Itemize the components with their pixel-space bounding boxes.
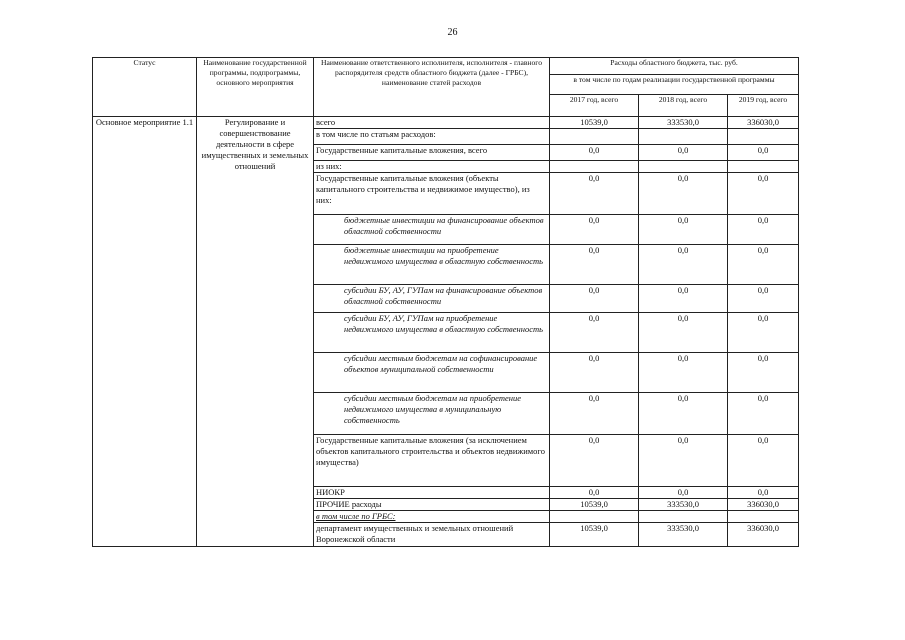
row-value-2019: 0,0 xyxy=(728,215,799,245)
row-value-2019: 0,0 xyxy=(728,145,799,161)
row-value-2017: 10539,0 xyxy=(550,523,639,547)
row-value-2018: 0,0 xyxy=(639,313,728,353)
row-label: Государственные капитальные вложения (объекты капитального строительства и недвижимое имущество), из них: xyxy=(314,173,550,215)
row-value-2018: 0,0 xyxy=(639,173,728,215)
header-by-years: в том числе по годам реализации государственной программы xyxy=(550,75,799,95)
row-value-2017 xyxy=(550,511,639,523)
row-value-2017 xyxy=(550,129,639,145)
row-value-2019: 0,0 xyxy=(728,353,799,393)
header-status: Статус xyxy=(93,58,197,117)
row-value-2019: 0,0 xyxy=(728,435,799,487)
row-value-2018: 0,0 xyxy=(639,145,728,161)
row-value-2019 xyxy=(728,129,799,145)
row-label: в том числе по ГРБС: xyxy=(314,511,550,523)
row-label: всего xyxy=(314,117,550,129)
row-label: бюджетные инвестиции на финансирование объектов областной собственности xyxy=(314,215,550,245)
row-value-2019: 0,0 xyxy=(728,245,799,285)
row-value-2019: 336030,0 xyxy=(728,523,799,547)
row-value-2019: 336030,0 xyxy=(728,499,799,511)
row-value-2017: 0,0 xyxy=(550,353,639,393)
row-value-2018: 0,0 xyxy=(639,487,728,499)
row-value-2017: 0,0 xyxy=(550,393,639,435)
header-year-2017: 2017 год, всего xyxy=(550,95,639,117)
row-label: ПРОЧИЕ расходы xyxy=(314,499,550,511)
row-value-2019: 0,0 xyxy=(728,313,799,353)
row-value-2018 xyxy=(639,129,728,145)
row-label: субсидии местным бюджетам на софинансирование объектов муниципальной собственности xyxy=(314,353,550,393)
header-executor: Наименование ответственного исполнителя, исполнителя - главного распорядителя средств областного бюджета (далее - ГРБС), наименование статей расходов xyxy=(314,58,550,117)
header-year-2018: 2018 год, всего xyxy=(639,95,728,117)
row-value-2017: 0,0 xyxy=(550,313,639,353)
row-value-2019: 336030,0 xyxy=(728,117,799,129)
row-label: Государственные капитальные вложения, всего xyxy=(314,145,550,161)
row-value-2017: 0,0 xyxy=(550,173,639,215)
row-value-2018: 0,0 xyxy=(639,353,728,393)
row-value-2017: 0,0 xyxy=(550,145,639,161)
row-value-2018: 0,0 xyxy=(639,393,728,435)
page-number: 26 xyxy=(447,27,458,38)
row-value-2019 xyxy=(728,161,799,173)
row-value-2017: 0,0 xyxy=(550,487,639,499)
header-year-2019: 2019 год, всего xyxy=(728,95,799,117)
row-value-2018 xyxy=(639,511,728,523)
row-value-2018: 0,0 xyxy=(639,435,728,487)
row-label: субсидии БУ, АУ, ГУПам на приобретение недвижимого имущества в областную собственность xyxy=(314,313,550,353)
row-value-2018: 333530,0 xyxy=(639,523,728,547)
row-value-2017: 0,0 xyxy=(550,245,639,285)
status-cell: Основное мероприятие 1.1 xyxy=(93,117,197,547)
row-value-2019 xyxy=(728,511,799,523)
name-cell: Регулирование и совершенствование деятельности в сфере имущественных и земельных отношений xyxy=(197,117,314,547)
row-value-2018: 0,0 xyxy=(639,245,728,285)
row-value-2017: 0,0 xyxy=(550,435,639,487)
row-label: бюджетные инвестиции на приобретение недвижимого имущества в областную собственность xyxy=(314,245,550,285)
row-value-2019: 0,0 xyxy=(728,285,799,313)
row-value-2018: 333530,0 xyxy=(639,499,728,511)
row-value-2017: 10539,0 xyxy=(550,499,639,511)
row-value-2018: 0,0 xyxy=(639,215,728,245)
row-label: Государственные капитальные вложения (за исключением объектов капитального строительства и объектов недвижимого имущества) xyxy=(314,435,550,487)
row-value-2017: 0,0 xyxy=(550,215,639,245)
row-value-2019: 0,0 xyxy=(728,393,799,435)
row-value-2017 xyxy=(550,161,639,173)
row-label: из них: xyxy=(314,161,550,173)
row-value-2019: 0,0 xyxy=(728,487,799,499)
budget-table xyxy=(92,57,799,547)
row-label: в том числе по статьям расходов: xyxy=(314,129,550,145)
row-label: НИОКР xyxy=(314,487,550,499)
row-value-2017: 10539,0 xyxy=(550,117,639,129)
row-label: департамент имущественных и земельных отношений Воронежской области xyxy=(314,523,550,547)
row-value-2017: 0,0 xyxy=(550,285,639,313)
row-value-2018: 333530,0 xyxy=(639,117,728,129)
header-name: Наименование государственной программы, подпрограммы, основного мероприятия xyxy=(197,58,314,117)
header-expenses: Расходы областного бюджета, тыс. руб. xyxy=(550,58,799,75)
row-label: субсидии местным бюджетам на приобретение недвижимого имущества в муниципальную собственность xyxy=(314,393,550,435)
row-value-2018: 0,0 xyxy=(639,285,728,313)
row-value-2018 xyxy=(639,161,728,173)
row-value-2019: 0,0 xyxy=(728,173,799,215)
row-label: субсидии БУ, АУ, ГУПам на финансирование объектов областной собственности xyxy=(314,285,550,313)
